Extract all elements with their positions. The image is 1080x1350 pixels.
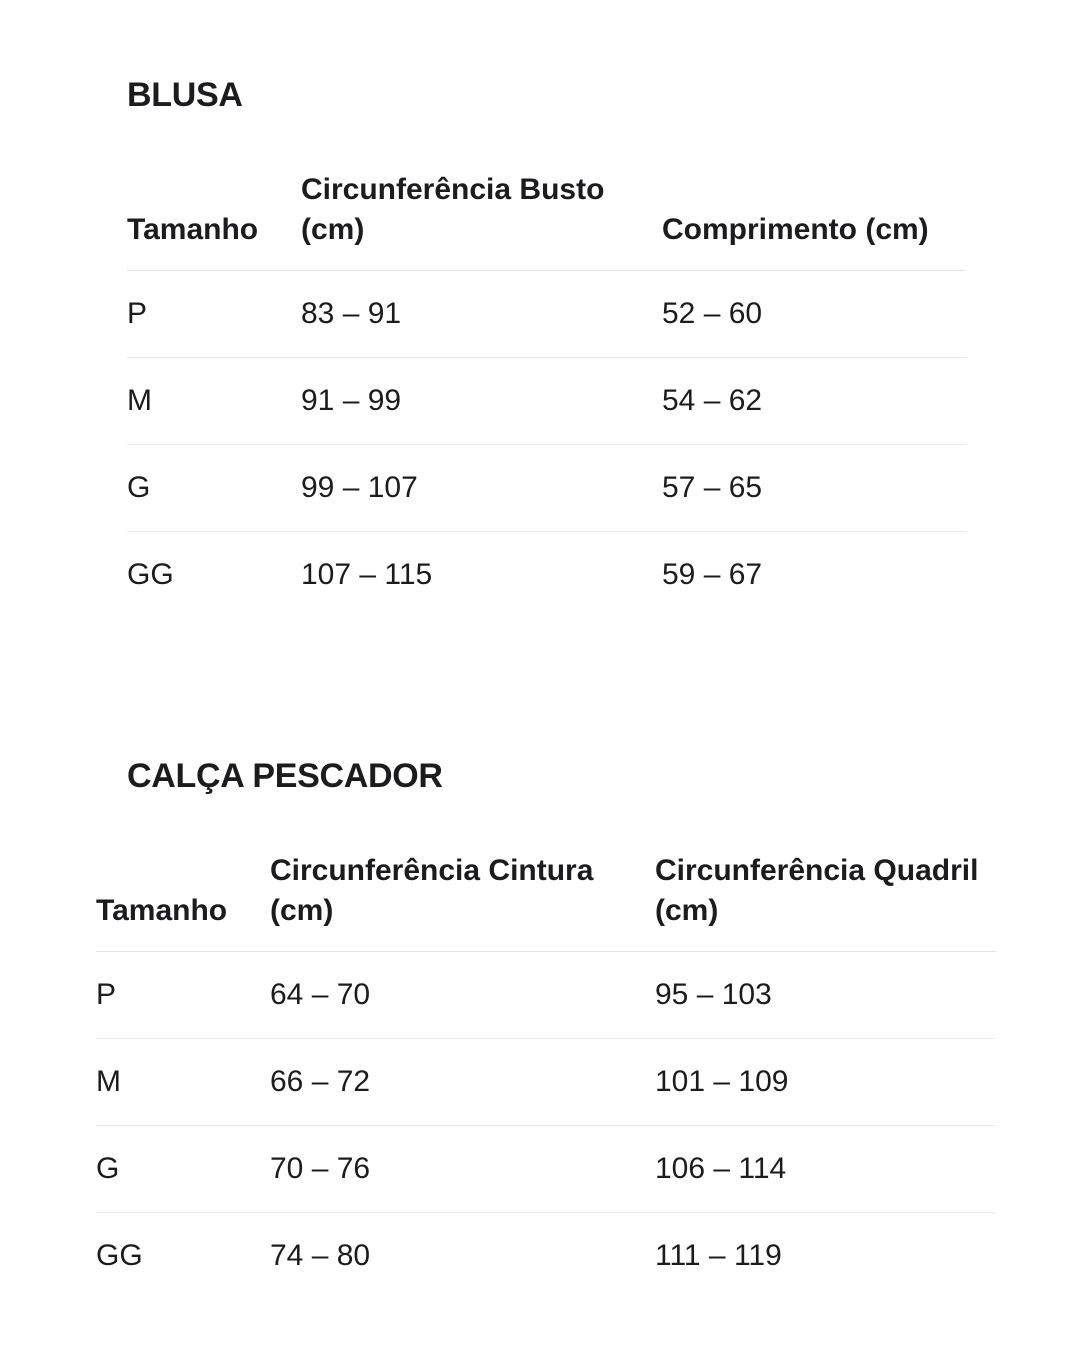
size-cell: M xyxy=(96,1039,270,1126)
cintura-cell: 74 – 80 xyxy=(270,1239,371,1272)
quadril-cell: 101 – 109 xyxy=(655,1039,996,1126)
size-cell: P xyxy=(96,952,270,1039)
table-row xyxy=(127,532,966,619)
comprimento-cell: 57 – 65 xyxy=(662,445,966,532)
header-cintura: Circunferência Cintura (cm) xyxy=(270,851,655,952)
busto-cell: 99 – 107 xyxy=(301,445,662,532)
header-tamanho: Tamanho xyxy=(96,851,270,952)
cintura-cell: 66 – 72 xyxy=(270,1039,655,1126)
blusa-size-table xyxy=(127,170,966,618)
comprimento-cell: 54 – 62 xyxy=(662,358,966,445)
blusa-title: BLUSA xyxy=(127,76,243,114)
quadril-cell: 95 – 103 xyxy=(655,952,996,1039)
header-comprimento: Comprimento (cm) xyxy=(662,170,966,271)
comprimento-cell: 52 – 60 xyxy=(662,271,966,358)
table-header-row xyxy=(127,170,966,271)
table-row xyxy=(96,1213,996,1300)
comprimento-cell: 59 – 67 xyxy=(662,558,763,591)
size-cell: G xyxy=(96,1126,270,1213)
size-cell: P xyxy=(127,271,301,358)
busto-cell: 107 – 115 xyxy=(301,558,433,591)
size-cell: M xyxy=(127,358,301,445)
table-row xyxy=(96,952,996,1039)
table-row xyxy=(127,358,966,445)
header-busto: Circunferência Busto (cm) xyxy=(301,170,662,271)
quadril-cell: 106 – 114 xyxy=(655,1126,996,1213)
size-cell: GG xyxy=(127,558,174,591)
table-row xyxy=(127,445,966,532)
size-cell: GG xyxy=(96,1239,143,1272)
calca-size-table xyxy=(96,851,996,1299)
busto-cell: 83 – 91 xyxy=(301,271,662,358)
cintura-cell: 64 – 70 xyxy=(270,952,655,1039)
table-row xyxy=(96,1126,996,1213)
table-row xyxy=(127,271,966,358)
busto-cell: 91 – 99 xyxy=(301,358,662,445)
table-row xyxy=(96,1039,996,1126)
size-cell: G xyxy=(127,445,301,532)
cintura-cell: 70 – 76 xyxy=(270,1126,655,1213)
table-header-row xyxy=(96,851,996,952)
quadril-cell: 111 – 119 xyxy=(655,1239,782,1272)
calca-title: CALÇA PESCADOR xyxy=(127,757,443,795)
header-tamanho: Tamanho xyxy=(127,170,301,271)
header-quadril: Circunferência Quadril (cm) xyxy=(655,851,996,952)
